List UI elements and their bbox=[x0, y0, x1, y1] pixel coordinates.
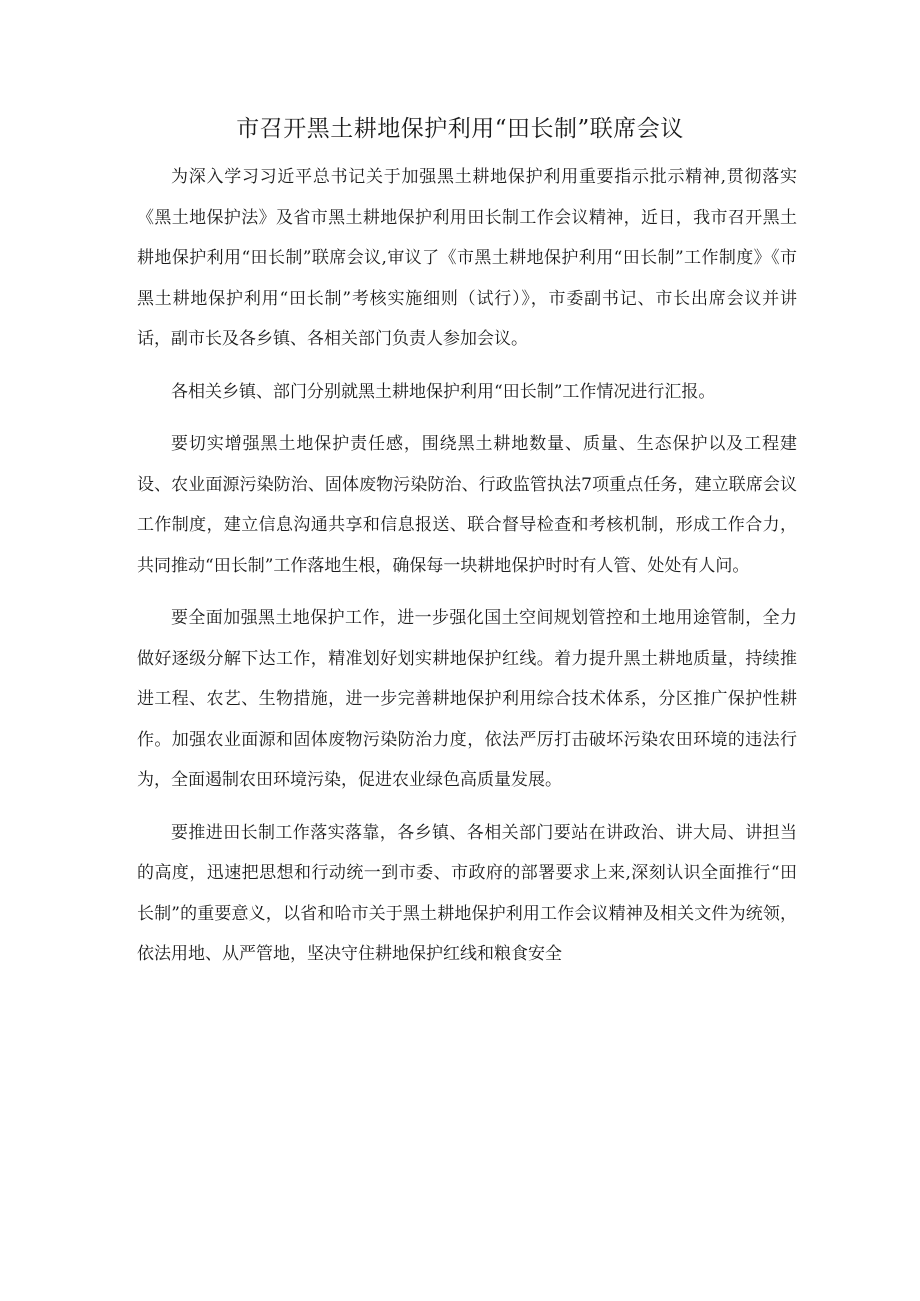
paragraph-5: 要推进田长制工作落实落靠，各乡镇、各相关部门要站在讲政治、讲大局、讲担当的高度，迅速把思想和行动统一到市委、市政府的部署要求上来,深刻认识全面推行“田长制”的重要意义，以省和哈市关于黑土耕地保护利用工作会议精神及相关文件为统领，依法用地、从严管地，坚决守住耕地保护红线和粮食安全 bbox=[137, 822, 797, 964]
paragraph-2: 各相关乡镇、部门分别就黑土耕地保护利用“田长制”工作情况进行汇报。 bbox=[171, 381, 716, 402]
document-title: 市召开黑土耕地保护利用“田长制”联席会议 bbox=[236, 116, 684, 142]
paragraph-3: 要切实增强黑土地保护责任感，围绕黑土耕地数量、质量、生态保护以及工程建设、农业面源污染防治、固体废物污染防治、行政监管执法7项重点任务，建立联席会议工作制度，建立信息沟通共享和信息报送、联合督导检查和考核机制，形成工作合力，共同推动“田长制”工作落地生根，确保每一块耕地保护时时有人管、处处有人问。 bbox=[137, 434, 797, 576]
document-body bbox=[137, 157, 797, 987]
paragraph-1: 为深入学习习近平总书记关于加强黑土耕地保护利用重要指示批示精神,贯彻落实《黑土地保护法》及省市黑土耕地保护利用田长制工作会议精神，近日，我市召开黑土耕地保护利用“田长制”联席会议,审议了《市黑土耕地保护利用“田长制”工作制度》《市黑土耕地保护利用“田长制”考核实施细则（试行）》，市委副书记、市长出席会议并讲话，副市长及各乡镇、各相关部门负责人参加会议。 bbox=[137, 167, 797, 349]
paragraph-4: 要全面加强黑土地保护工作，进一步强化国土空间规划管控和土地用途管制，全力做好逐级分解下达工作，精准划好划实耕地保护红线。着力提升黑土耕地质量，持续推进工程、农艺、生物措施，进一步完善耕地保护利用综合技术体系，分区推广保护性耕作。加强农业面源和固体废物污染防治力度，依法严厉打击破坏污染农田环境的违法行为，全面遏制农田环境污染，促进农业绿色高质量发展。 bbox=[137, 608, 797, 790]
